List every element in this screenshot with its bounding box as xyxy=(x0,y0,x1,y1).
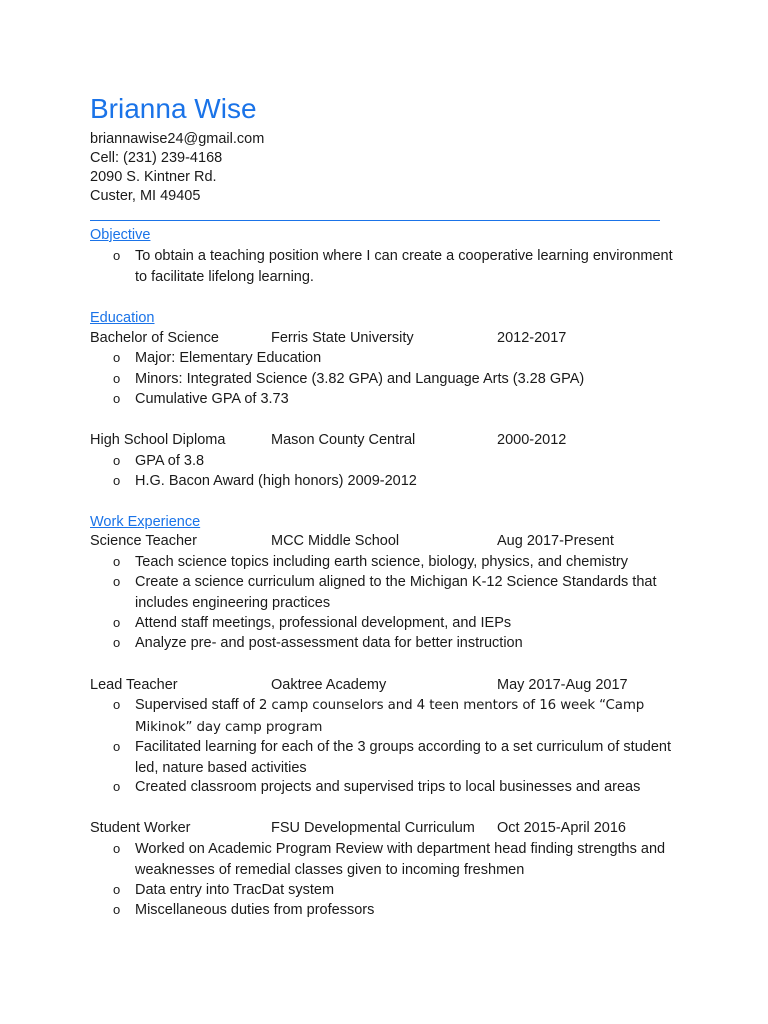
bullet-marker: o xyxy=(113,739,121,754)
school-text: Ferris State University xyxy=(271,330,414,346)
email-text: briannawise24@gmail.com xyxy=(90,131,265,147)
bullet-marker: o xyxy=(113,453,121,468)
work-entry-header xyxy=(90,531,710,551)
list-item: o Analyze pre- and post-assessment data for better instruction xyxy=(113,633,683,654)
degree-text: Bachelor of Science xyxy=(90,330,219,346)
candidate-name: Brianna Wise xyxy=(90,93,257,124)
objective-item: o To obtain a teaching position where I can create a cooperative learning environment to facilitate lifelong learning. xyxy=(113,248,673,285)
bullet-marker: o xyxy=(113,615,121,630)
list-item: o Attend staff meetings, professional development, and IEPs xyxy=(113,613,683,634)
bullet-marker: o xyxy=(113,635,121,650)
employer-text: FSU Developmental Curriculum xyxy=(271,820,475,836)
bullet-marker: o xyxy=(113,248,121,263)
list-item: o GPA of 3.8 xyxy=(113,451,683,472)
bullet-marker: o xyxy=(113,902,121,917)
work-entry-header xyxy=(90,818,710,838)
bullet-marker: o xyxy=(113,371,121,386)
work-experience-heading: Work Experience xyxy=(90,514,201,530)
bullet-marker: o xyxy=(113,554,121,569)
list-item: o Data entry into TracDat system xyxy=(113,880,683,901)
job-title-text: Science Teacher xyxy=(90,533,197,549)
cell-phone-text: Cell: (231) 239-4168 xyxy=(90,150,223,166)
objective-heading: Objective xyxy=(90,227,151,243)
list-item: o Miscellaneous duties from professors xyxy=(113,900,683,921)
header-divider xyxy=(90,220,660,221)
bullet-marker: o xyxy=(113,882,121,897)
list-item: o Worked on Academic Program Review with department head finding strengths and weaknesses of remedial classes given to incoming freshmen xyxy=(113,841,666,878)
list-item: o Created classroom projects and supervised trips to local businesses and areas xyxy=(113,777,683,798)
bullet-marker: o xyxy=(113,574,121,589)
employer-text: MCC Middle School xyxy=(271,533,400,549)
list-item: o Facilitated learning for each of the 3 groups according to a set curriculum of student led, nature based activities xyxy=(113,739,671,776)
list-item: o Teach science topics including earth science, biology, physics, and chemistry xyxy=(113,552,683,573)
bullet-marker: o xyxy=(113,391,121,406)
dates-text: Aug 2017-Present xyxy=(497,533,614,549)
list-item: o Minors: Integrated Science (3.82 GPA) and Language Arts (3.28 GPA) xyxy=(113,369,683,390)
bullet-marker: o xyxy=(113,697,121,712)
bullet-marker: o xyxy=(113,473,121,488)
education-heading: Education xyxy=(90,310,155,326)
degree-text: High School Diploma xyxy=(90,432,226,448)
bullet-marker: o xyxy=(113,350,121,365)
contact-info xyxy=(90,130,264,206)
dates-text: May 2017-Aug 2017 xyxy=(497,677,628,693)
employer-text: Oaktree Academy xyxy=(271,677,387,693)
list-item: o H.G. Bacon Award (high honors) 2009-2012 xyxy=(113,471,683,492)
list-item: o Major: Elementary Education xyxy=(113,348,683,369)
education-entry-header xyxy=(90,328,710,348)
education-entry-header xyxy=(90,430,710,450)
list-item: o Create a science curriculum aligned to the Michigan K-12 Science Standards that includes engineering practices xyxy=(113,574,657,611)
years-text: 2012-2017 xyxy=(497,330,567,346)
address-line-1: 2090 S. Kintner Rd. xyxy=(90,169,217,185)
list-item: o Cumulative GPA of 3.73 xyxy=(113,389,683,410)
job-title-text: Lead Teacher xyxy=(90,677,178,693)
work-entry-header xyxy=(90,675,710,695)
years-text: 2000-2012 xyxy=(497,432,567,448)
bullet-marker: o xyxy=(113,779,121,794)
address-line-2: Custer, MI 49405 xyxy=(90,188,201,204)
school-text: Mason County Central xyxy=(271,432,416,448)
job-title-text: Student Worker xyxy=(90,820,191,836)
dates-text: Oct 2015-April 2016 xyxy=(497,820,626,836)
bullet-marker: o xyxy=(113,841,121,856)
list-item: o Supervised staff of 2 camp counselors and 4 teen mentors of 16 week “Camp Mikinok” day camp program xyxy=(113,697,645,735)
